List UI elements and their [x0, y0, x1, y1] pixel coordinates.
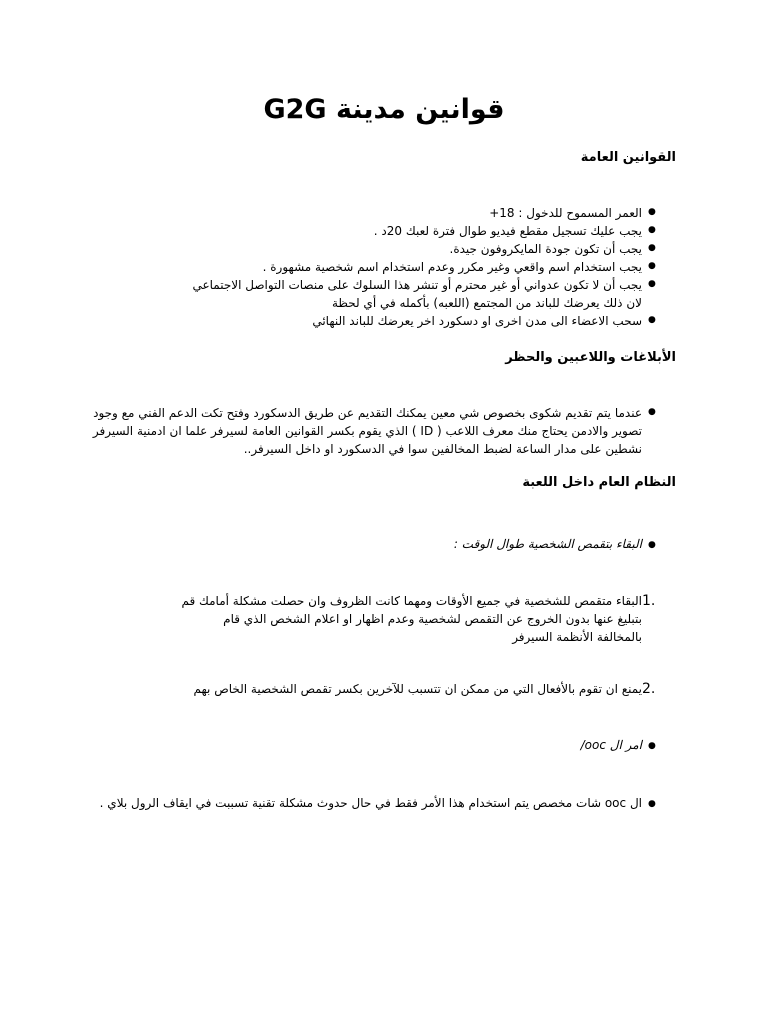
bullet-icon: ● — [648, 799, 656, 809]
section-heading-general-rules: القوانين العامة — [580, 150, 676, 165]
list-number: 1. — [642, 593, 656, 609]
document-title: قوانين مدينة G2G — [263, 94, 505, 125]
rule-item: سحب الاعضاء الى مدن اخرى او دسكورد اخر يعرضك للباند النهائي — [312, 314, 642, 328]
section-heading-reports: الأبلاغات واللاعبين والحظر — [505, 350, 676, 365]
rule-item: يجب أن تكون جودة المايكروفون جيدة. — [449, 242, 642, 256]
rule-item-line: يجب أن لا تكون عدواني أو غير محترم أو تنشر هذا السلوك على منصات التواصل الاجتماعي — [192, 278, 642, 292]
bullet-icon: ● — [648, 243, 656, 253]
rule-item: يجب استخدام اسم واقعي وغير مكرر وعدم استخدام اسم شخصية مشهورة . — [262, 260, 642, 274]
bullet-icon: ● — [648, 540, 656, 550]
report-item-line: نشطين على مدار الساعة لضبط المخالفين سوا في الدسكورد او داخل السيرفر.. — [243, 442, 642, 456]
list-number: 2. — [642, 681, 656, 697]
report-item-line: عندما يتم تقديم شكوى بخصوص شي معين يمكنك التقديم عن طريق الدسكورد وفتح تكت الدعم الفني مع وجود — [93, 406, 642, 420]
numbered-item-line: البقاء متقمص للشخصية في جميع الأوقات ومهما كانت الظروف وان حصلت مشكلة أمامك قم — [181, 594, 642, 608]
rule-item: يجب عليك تسجيل مقطع فيديو طوال فترة لعبك 20د . — [373, 224, 642, 238]
roleplay-rule-heading: البقاء بتقمص الشخصية طوال الوقت : — [453, 537, 642, 551]
bullet-icon: ● — [648, 225, 656, 235]
numbered-item-line: بتبليغ عنها بدون الخروج عن التقمص لشخصية وعدم اظهار او اعلام الشخص الذي قام — [223, 612, 642, 626]
ooc-command-description: ال ooc شات مخصص يتم استخدام هذا الأمر فقط في حال حدوث مشكلة تقنية تسببت في ايقاف الرول بلاي . — [99, 796, 642, 810]
section-heading-in-game-system: النظام العام داخل اللعبة — [522, 475, 676, 490]
rule-item-line: لان ذلك يعرضك للباند من المجتمع (اللعبه) بأكمله في أي لحظة — [331, 296, 642, 310]
bullet-icon: ● — [648, 207, 656, 217]
bullet-icon: ● — [648, 407, 656, 417]
report-item-line: تصوير والادمن يحتاج منك معرف اللاعب ( ID ) الذي يقوم بكسر القوانين العامة لسيرفر علما ان ادمنية السيرفر — [92, 424, 642, 438]
bullet-icon: ● — [648, 741, 656, 751]
bullet-icon: ● — [648, 279, 656, 289]
ooc-command-heading: امر ال ooc/ — [580, 738, 642, 752]
rule-item: العمر المسموح للدخول : 18+ — [489, 206, 642, 220]
numbered-item-line: يمنع ان تقوم بالأفعال التي من ممكن ان تتسبب للآخرين بكسر تقمص الشخصية الخاص بهم — [193, 682, 642, 696]
bullet-icon: ● — [648, 261, 656, 271]
numbered-item-line: بالمخالفة الأنظمة السيرفر — [512, 630, 642, 644]
bullet-icon: ● — [648, 315, 656, 325]
